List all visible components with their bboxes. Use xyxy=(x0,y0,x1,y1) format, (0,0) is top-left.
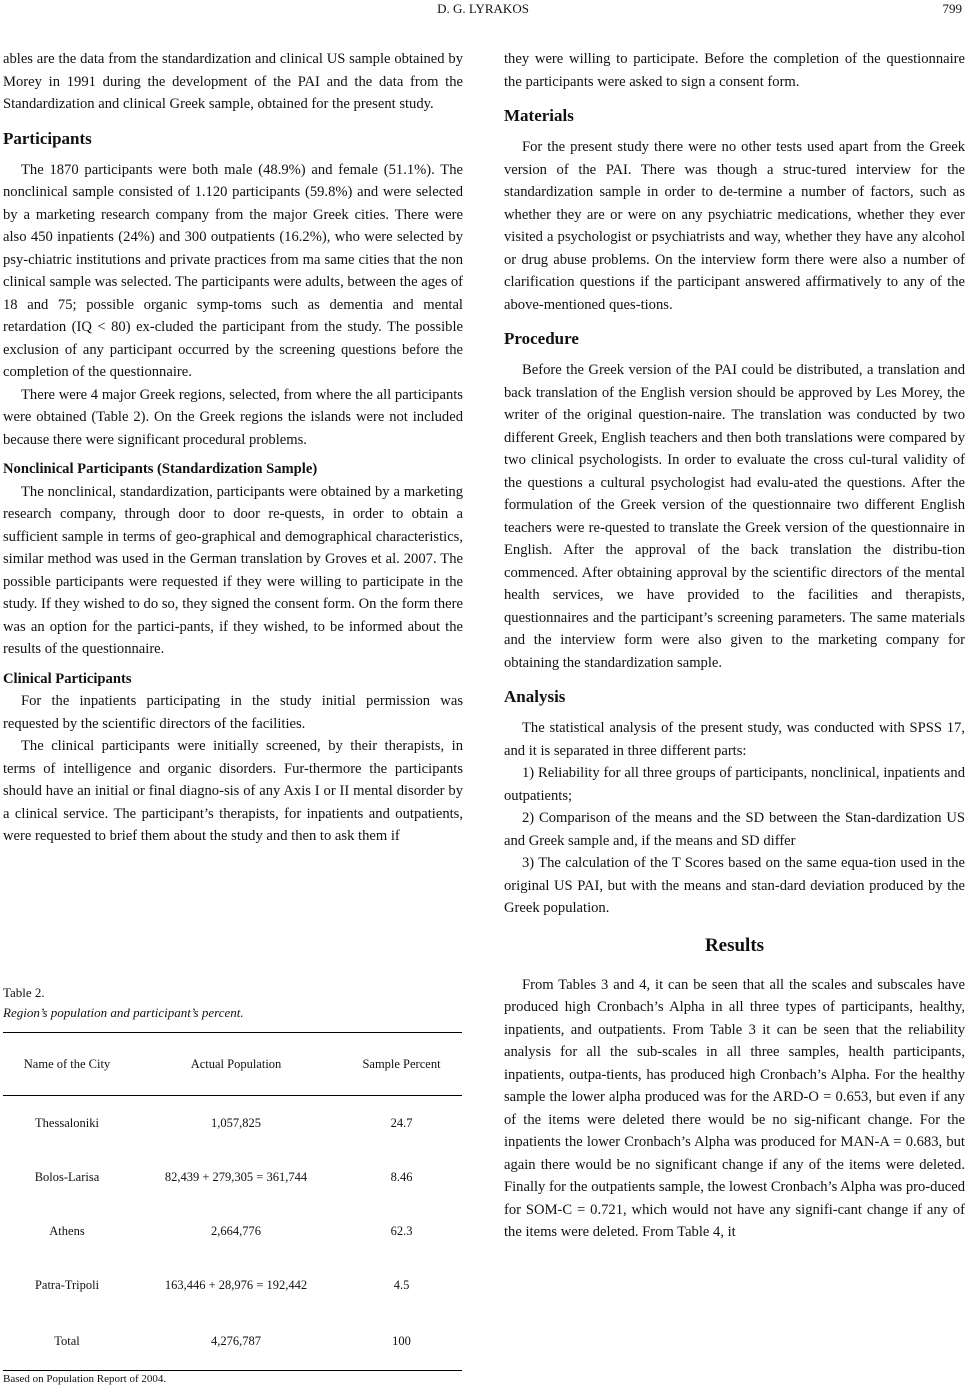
table-row xyxy=(3,1204,462,1258)
cell-population: 4,276,787 xyxy=(131,1312,341,1371)
cell-city: Bolos-Larisa xyxy=(34,1169,100,1184)
nonclinical-heading: Nonclinical Participants (Standardization Sample) xyxy=(3,461,318,477)
left-column xyxy=(3,48,463,848)
header-sample-percent: Sample Percent xyxy=(341,1033,462,1096)
cell-city: Patra-Tripoli xyxy=(34,1277,100,1292)
participants-paragraph-1: The 1870 participants were both male (48.9%) and female (51.1%). The nonclinical sample consisted of 1.120 participants (59.8%) and were selected by a marketing research company from the major Greek cities. There were also 450 inpatients (24%) and 300 outpatients (16.2%), who were selected by psy-chiatric institutions and private practices from ma same cities that the non clinical sample was selected. The participants were adults, between the ages of 18 and 75; possible organic symp-toms such as dementia and mental retardation (IQ < 80) ex-cluded the participant from the study. The possible exclusion of any participant occurred by the screening questions before the completion of the questionnaire. xyxy=(3,161,463,380)
table-header-row xyxy=(3,1033,462,1096)
cell-percent: 100 xyxy=(341,1312,462,1371)
cell-city: Thessaloniki xyxy=(35,1115,99,1130)
analysis-paragraph-4: 3) The calculation of the T Scores based on the same equa-tion used in the original US PAI, but with the means and stan-dard deviation produced by the Greek population. xyxy=(504,855,965,916)
materials-heading: Materials xyxy=(504,106,574,125)
cell-population: 2,664,776 xyxy=(211,1223,261,1238)
table-label: Table 2. xyxy=(3,985,45,1000)
clinical-paragraph-2: The clinical participants were initially screened, by their therapists, in terms of intelligence and organic disorders. Fur-thermore the participants should have an initial or final diagno-sis of any Axis I or II mental disorder by a clinical service. The participant’s therapists, for inpatients and outpatients, were requested to brief them about the study and then to ask them if xyxy=(3,738,463,844)
table-row xyxy=(3,1096,462,1151)
clinical-heading: Clinical Participants xyxy=(3,670,132,687)
cell-percent: 62.3 xyxy=(390,1223,413,1238)
materials-paragraph: For the present study there were no other tests used apart from the Greek version of the PAI. There was though a struc-tured interview for the standardization sample in order to de-termine a number of factors, such as whether they are or were on any psychiatric medications, whether they ever visited a psychologist or psychiatrists and way, whether they have any alcohol or drug abuse problems. On the interview form there were also a number of clarification questions if the participant answered affirmatively to any of the above-mentioned ques-tions. xyxy=(504,139,965,313)
header-population: Actual Population xyxy=(131,1033,341,1096)
participants-heading: Participants xyxy=(3,128,92,148)
table-row-total xyxy=(3,1312,462,1371)
participants-paragraph-2: There were 4 major Greek regions, selected, from where the all participants were obtained (Table 2). On the Greek regions the islands were not included because there were significant procedural problems. xyxy=(3,386,463,448)
intro-paragraph: ables are the data from the standardization and clinical US sample obtained by Morey in 1991 during the development of the PAI and the data from the Standardization and clinical Greek sample, obtained for the present study. xyxy=(3,51,463,112)
cell-city: Athens xyxy=(49,1223,85,1238)
table-title: Region’s population and participant’s percent. xyxy=(3,1005,244,1020)
table-row xyxy=(3,1258,462,1312)
analysis-paragraph-2: 1) Reliability for all three groups of participants, nonclinical, inpatients and outpatients; xyxy=(504,765,965,804)
running-header-author: D. G. LYRAKOS xyxy=(437,1,529,16)
cell-percent: 8.46 xyxy=(390,1169,413,1184)
page-number: 799 xyxy=(942,1,962,16)
table-footnote: Based on Population Report of 2004. xyxy=(3,1373,167,1385)
table-caption xyxy=(3,983,463,1023)
analysis-paragraph-3: 2) Comparison of the means and the SD between the Stan-dardization US and Greek sample and, if the means and SD differ xyxy=(504,810,965,849)
cell-city: Total xyxy=(3,1312,131,1371)
procedure-paragraph: Before the Greek version of the PAI could be distributed, a translation and back translation of the English version should be approved by Les Morey, the writer of the original question-naire. The translation was conducted by two different Greek, English teachers and then both translations were compared by two clinical psychologists. In order to evaluate the cross cul-tural validity of the questions a cultural psychologist had evalu-ated the questions. After the formulation of the Greek version of the questionnaire two different English teachers were re-quested to translate the Greek version of the questionnaire in English. After the approval of the back translation the distribu-tion commenced. After obtaining approval by the scientific directors of the mental health services, we have provided to the facilities and therapists, questionnaires and the participant’s screening parameters. The same materials and the interview form were also given to the marketing company for obtaining the standardization sample. xyxy=(504,362,965,671)
results-heading: Results xyxy=(704,934,765,956)
clinical-paragraph-1: For the inpatients participating in the study initial permission was requested by the scientific directors of the facilities. xyxy=(3,693,463,732)
cell-population: 1,057,825 xyxy=(211,1115,261,1130)
procedure-heading: Procedure xyxy=(504,329,579,348)
right-column xyxy=(504,48,965,1244)
results-paragraph: From Tables 3 and 4, it can be seen that all the scales and subscales have produced high Cronbach’s Alpha in all three types of participants, healthy, inpatients, and outpatients. From Table 3 it can be seen that the reliability analysis for all the sub-scales in all three samples, health participants, inpatients, outpa-tients, has produced high Cronbach’s Alpha. For the healthy sample the lower alpha produced was for the ARD-O = 0.653, but even if any of the items were deleted there would be no sig-nificant change. For the inpatients the lower Cronbach’s Alpha was produced for MAN-A = 0.683, but again there would be no significant change if any of the items were deleted. Finally for the outpatients sample, the lowest Cronbach’s Alpha was pro-duced for SOM-C = 0.721, which would not have any signifi-cant change if any of the items were deleted. From Table 4, it xyxy=(504,976,965,1240)
cell-percent: 4.5 xyxy=(393,1277,410,1292)
analysis-heading: Analysis xyxy=(504,687,566,706)
region-table xyxy=(3,1032,462,1371)
analysis-paragraph-1: The statistical analysis of the present study, was conducted with SPSS 17, and it is separated in three different parts: xyxy=(504,720,965,759)
cell-population: 82,439 + 279,305 = 361,744 xyxy=(164,1169,308,1184)
continued-paragraph: they were willing to participate. Before the completion of the questionnaire the participants were asked to sign a consent form. xyxy=(504,51,965,90)
header-city: Name of the City xyxy=(3,1033,131,1096)
nonclinical-paragraph: The nonclinical, standardization, participants were obtained by a marketing research company, through door to door re-quests, in order to obtain a sufficient sample in terms of geo-graphical and demographical characteristics, similar method was used in the German translation by Groves et al. 2007. The possible participants were requested if they were willing to participate in the study. If they wished to do so, they signed the consent form. On the form there was an option for the partici-pants, if they wished, to be informed about the results of the questionnaire. xyxy=(3,483,463,657)
cell-population: 163,446 + 28,976 = 192,442 xyxy=(164,1277,308,1292)
cell-percent: 24.7 xyxy=(390,1115,413,1130)
table-row xyxy=(3,1150,462,1204)
